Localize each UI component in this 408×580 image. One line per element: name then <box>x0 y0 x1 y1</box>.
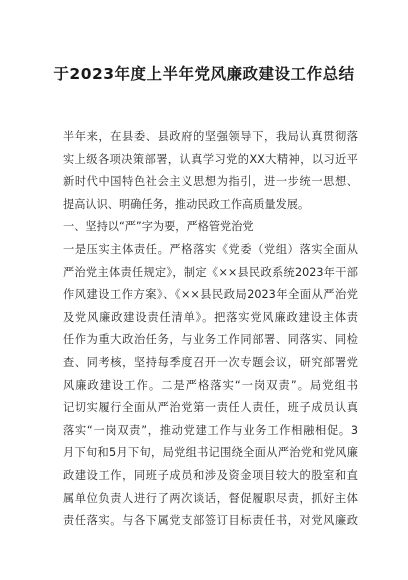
text-line: 严治党主体责任规定》，制定《××县民政系统2023年干部 <box>63 265 358 279</box>
text-line: 查、同考核，坚持每季度召开一次专题会议，研究部署党 <box>63 355 358 369</box>
text-line: 责任落实。与各下属党支部签订目标责任书，对党风廉政 <box>63 514 358 528</box>
text-line: 任作为重大政治任务，与业务工作同部署、同落实、同检 <box>63 333 358 347</box>
text-line: 半年来，在县委、县政府的坚强领导下，我局认真贯彻落 <box>63 130 358 143</box>
document-body <box>63 126 358 533</box>
text-line: 作风建设工作方案》、《××县民政局2023年全面从严治党 <box>63 288 358 302</box>
text-line: 新时代中国特色社会主义思想为指引，进一步统一思想、 <box>63 175 358 189</box>
section-heading: 一、坚持以“严”字为要，严格管党治党 <box>63 220 254 234</box>
text-line: 实上级各项决策部署，认真学习党的XX大精神，以习近平 <box>63 152 358 166</box>
text-line: 一是压实主体责任。严格落实《党委（党组）落实全面从 <box>63 242 358 256</box>
text-line: 风廉政建设工作。二是严格落实“一岗双责”。局党组书 <box>63 378 358 392</box>
document-title: 于2023年度上半年党风廉政建设工作总结 <box>53 65 355 83</box>
text-line: 提高认识、明确任务，推动民政工作高质量发展。 <box>63 197 310 211</box>
text-line: 月下旬和5月下旬，局党组书记围绕全面从严治党和党风廉 <box>63 446 358 460</box>
text-line: 及党风廉政建设责任清单》。把落实党风廉政建设主体责 <box>63 310 358 324</box>
text-line: 属单位负责人进行了两次谈话，督促履职尽责，抓好主体 <box>63 491 358 505</box>
text-line: 记切实履行全面从严治党第一责任人责任，班子成员认真 <box>63 401 358 415</box>
text-line: 政建设工作，同班子成员和涉及资金项目较大的股室和直 <box>63 468 358 482</box>
text-line: 落实“一岗双责”，推动党建工作与业务工作相融相促。3 <box>63 423 358 437</box>
